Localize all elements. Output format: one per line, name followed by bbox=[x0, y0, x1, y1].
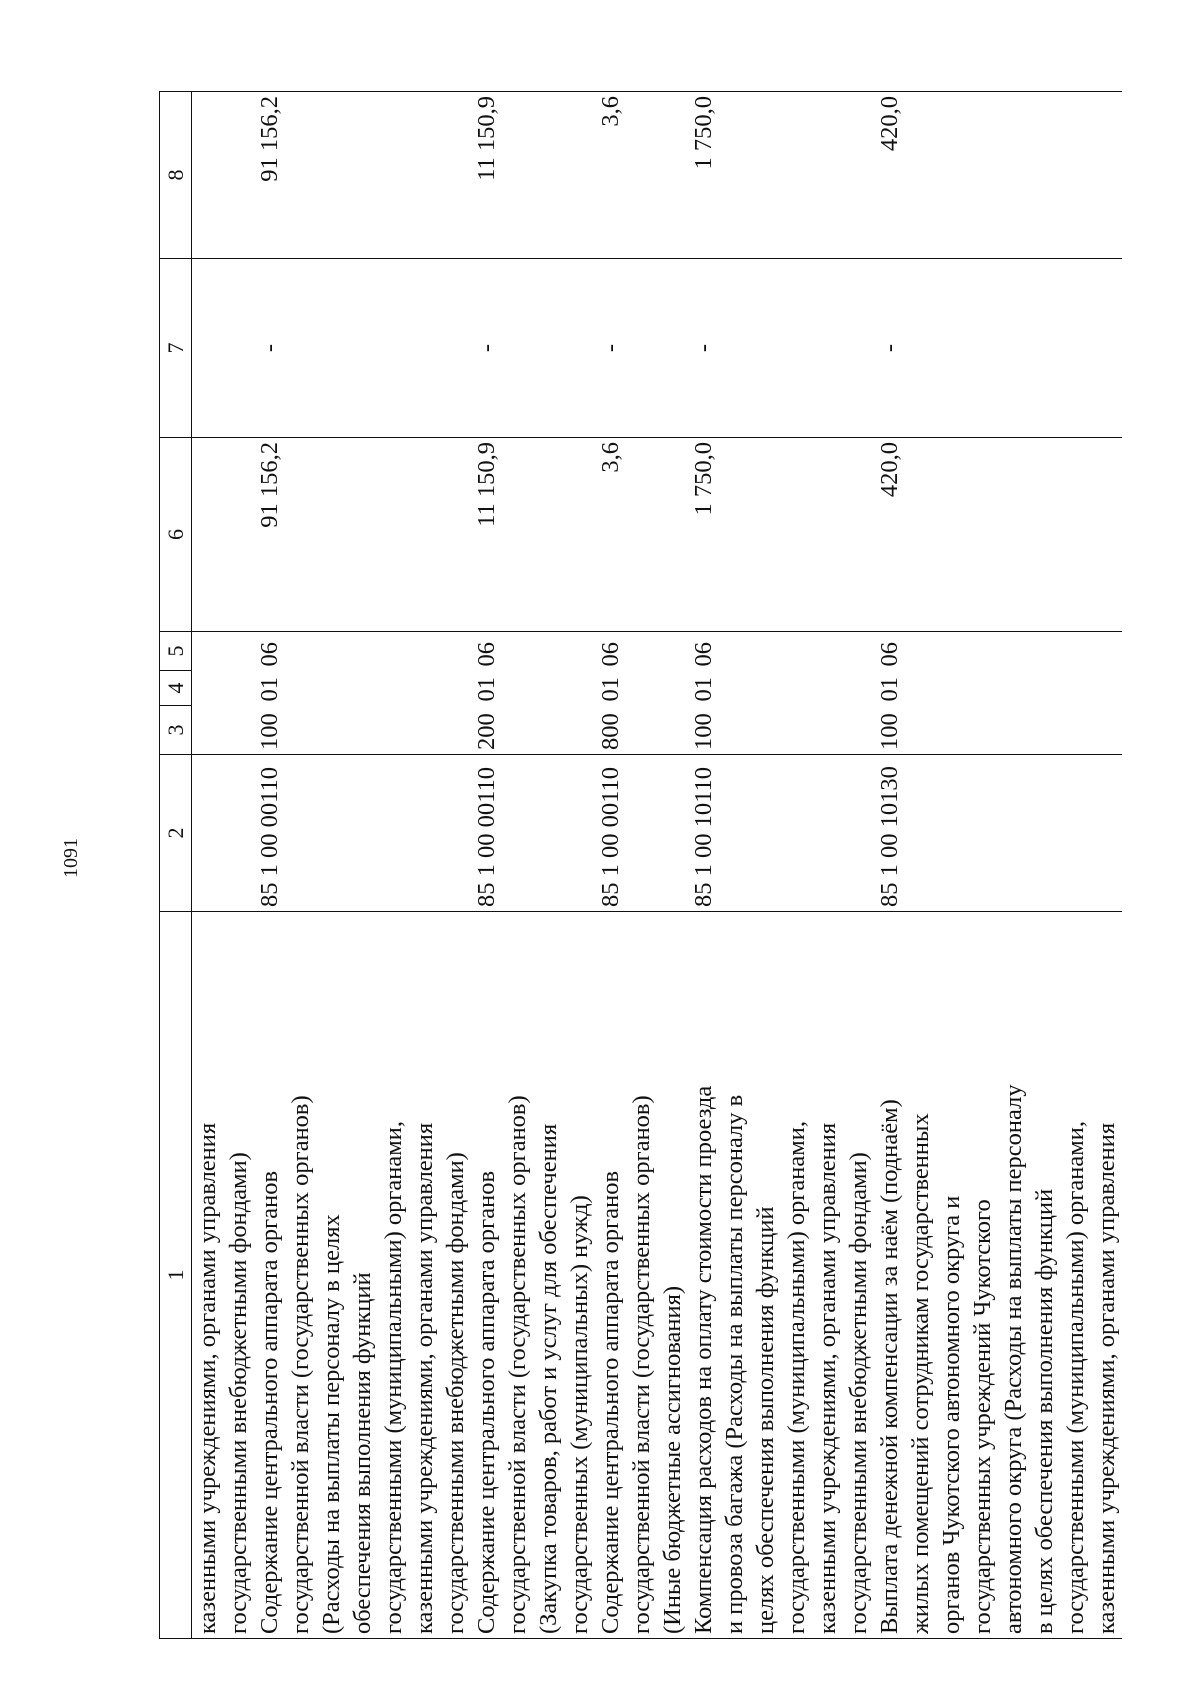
row-amount-federal: - bbox=[874, 259, 1122, 438]
row-subsection: 06 bbox=[471, 632, 595, 671]
row-section bbox=[192, 671, 255, 706]
row-section: 01 bbox=[256, 677, 283, 702]
column-header-7: 7 bbox=[160, 259, 192, 438]
row-amount-federal: - bbox=[471, 259, 595, 438]
row-amount-total: 11 150,9 bbox=[471, 438, 595, 632]
row-amount-total bbox=[192, 438, 255, 632]
row-section: 01 bbox=[473, 677, 500, 702]
row-target-code: 85 1 00 00110 bbox=[595, 755, 688, 912]
row-section: 01 bbox=[597, 677, 624, 702]
row-amount-federal: - bbox=[688, 259, 874, 438]
row-expense-type: 800 bbox=[597, 713, 624, 750]
row-amount-total: 420,0 bbox=[874, 438, 1122, 632]
column-header-2: 2 bbox=[160, 755, 192, 912]
row-expense-type bbox=[192, 706, 255, 755]
row-expense-type: 100 bbox=[256, 713, 283, 750]
row-expense-type: 100 bbox=[690, 713, 717, 750]
row-target-code: 85 1 00 00110 bbox=[254, 755, 471, 912]
table-row bbox=[874, 92, 1122, 1639]
row-amount-regional: 420,0 bbox=[874, 92, 1122, 259]
column-header-4: 4 bbox=[160, 671, 192, 706]
row-target-code: 85 1 00 00110 bbox=[471, 755, 595, 912]
row-amount-regional: 1 750,0 bbox=[688, 92, 874, 259]
row-amount-federal bbox=[192, 259, 255, 438]
table-row bbox=[595, 92, 688, 1639]
row-subsection: 06 bbox=[688, 632, 874, 671]
row-target-code bbox=[192, 755, 255, 912]
row-section: 01 bbox=[690, 677, 717, 702]
row-subsection bbox=[192, 632, 255, 671]
row-amount-total: 1 750,0 bbox=[688, 438, 874, 632]
page-number: 1091 bbox=[60, 838, 82, 878]
row-description: Компенсация расходов на оплату стоимости проезда и провоза багажа (Расходы на выплаты персоналу в целях обеспечения выполнения функций государственными (муниципальными) органами, казенными учреждениями, органами управления государственными внебюджетными фондами) bbox=[688, 912, 874, 1639]
budget-table bbox=[159, 91, 1122, 1639]
table-header-row bbox=[160, 92, 192, 1639]
row-section: 01 bbox=[876, 677, 903, 702]
row-amount-regional: 91 156,2 bbox=[254, 92, 471, 259]
row-description: Выплата денежной компенсации за наём (поднаём) жилых помещений сотрудникам государственных органов Чукотского автономного округа и государственных учреждений Чукотского автономного округа (Расходы на выплаты персоналу в целях обеспечения выполнения функций государственными (муниципальными) органами, казенными учреждениями, органами управления bbox=[874, 912, 1122, 1639]
column-header-6: 6 bbox=[160, 438, 192, 632]
table-row bbox=[192, 92, 255, 1639]
row-amount-regional bbox=[192, 92, 255, 259]
row-amount-total: 3,6 bbox=[595, 438, 688, 632]
column-header-3: 3 bbox=[160, 706, 192, 755]
column-header-1: 1 bbox=[160, 912, 192, 1639]
row-description: Содержание центрального аппарата органов государственной власти (государственных органов) (Иные бюджетные ассигнования) bbox=[595, 912, 688, 1639]
table-row bbox=[688, 92, 874, 1639]
column-header-8: 8 bbox=[160, 92, 192, 259]
row-subsection: 06 bbox=[254, 632, 471, 671]
row-amount-regional: 11 150,9 bbox=[471, 92, 595, 259]
row-expense-type: 200 bbox=[473, 713, 500, 750]
row-description: Содержание центрального аппарата органов государственной власти (государственных органов) (Расходы на выплаты персоналу в целях обеспечения выполнения функций государственными (муниципальными) органами, казенными учреждениями, органами управления государственными внебюджетными фондами) bbox=[254, 912, 471, 1639]
row-subsection: 06 bbox=[595, 632, 688, 671]
row-expense-type: 100 bbox=[876, 713, 903, 750]
row-description: казенными учреждениями, органами управления государственными внебюджетными фондами) bbox=[192, 912, 255, 1639]
row-target-code: 85 1 00 10110 bbox=[688, 755, 874, 912]
row-amount-federal: - bbox=[254, 259, 471, 438]
row-target-code: 85 1 00 10130 bbox=[874, 755, 1122, 912]
row-amount-federal: - bbox=[595, 259, 688, 438]
row-amount-total: 91 156,2 bbox=[254, 438, 471, 632]
table-row bbox=[254, 92, 471, 1639]
row-subsection: 06 bbox=[874, 632, 1122, 671]
row-description: Содержание центрального аппарата органов государственной власти (государственных органов) (Закупка товаров, работ и услуг для обеспечения государственных (муниципальных) нужд) bbox=[471, 912, 595, 1639]
table-row bbox=[471, 92, 595, 1639]
row-amount-regional: 3,6 bbox=[595, 92, 688, 259]
column-header-5: 5 bbox=[160, 632, 192, 671]
